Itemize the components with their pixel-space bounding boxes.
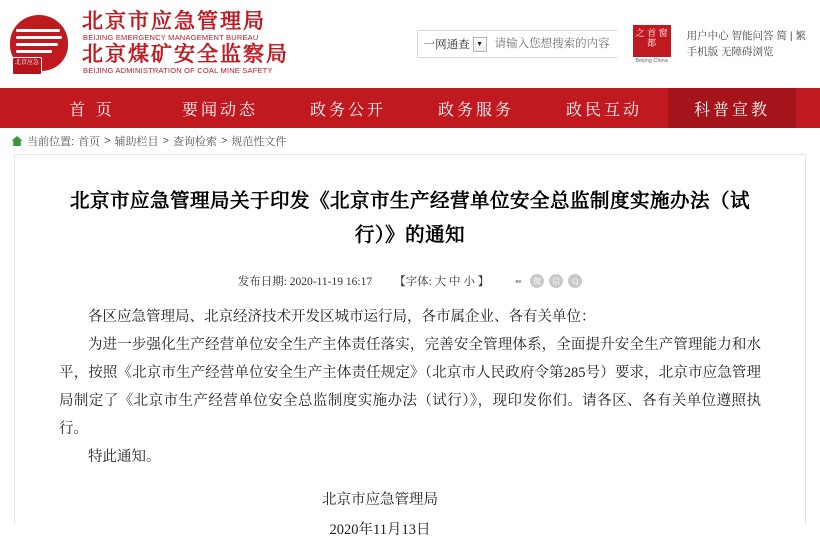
search-bar[interactable] — [417, 30, 617, 58]
logo-cn-line2: 北京煤矿安全监察局 — [82, 43, 289, 66]
signature-date: 2020年11月13日 — [329, 522, 431, 538]
document-paragraph: 为进一步强化生产经营单位安全生产主体责任落实，完善安全管理体系，全面提升安全生产管理能力和水平，按照《北京市生产经营单位安全生产主体责任规定》（北京市人民政府令第285号）要求，北京市应急管理局制定了《北京市生产经营单位安全总监制度实施办法（试行）》，现印发你们。请各区、各有关单位遵照执行。 — [59, 337, 761, 437]
publish-date-value: 2020-11-19 16:17 — [289, 276, 373, 288]
nav-item-science-education[interactable]: 科普宣教 — [668, 88, 796, 128]
corner-links-row2 — [687, 44, 806, 60]
link-user-center[interactable]: 用户中心 — [686, 30, 729, 42]
separator: | — [789, 30, 793, 42]
fontsize-label: 【字体: — [394, 276, 432, 288]
document-signature-block — [59, 485, 761, 539]
weibo-icon[interactable]: 微 — [530, 274, 544, 288]
emblem-badge-label: 北京应急 — [12, 57, 42, 75]
chevron-down-icon[interactable]: ▼ — [473, 37, 487, 52]
search-input[interactable] — [491, 31, 651, 57]
logo-en-line2: BEIJING ADMINISTRATION OF COAL MINE SAFETY — [83, 66, 273, 75]
fontsize-large[interactable]: 大 — [434, 276, 447, 288]
site-logo[interactable] — [10, 11, 289, 78]
document-body — [59, 303, 761, 471]
qzone-icon[interactable]: Q — [568, 274, 582, 288]
breadcrumb-prefix: 当前位置: — [27, 136, 75, 148]
fontsize-small[interactable]: 小 — [463, 276, 475, 288]
logo-en-line1: BEIJING EMERGENCY MANAGEMENT BUREAU — [83, 32, 259, 42]
nav-item-news[interactable]: 要闻动态 — [181, 101, 258, 119]
search-scope-label: 一网通查 — [423, 39, 470, 51]
link-simplified[interactable]: 简 — [776, 30, 787, 42]
gov-badge-text: 之 首 窗 都 — [633, 25, 671, 57]
breadcrumb-sep-2: > — [162, 135, 169, 147]
publish-date-group — [238, 273, 372, 289]
home-icon — [10, 135, 23, 148]
wechat-icon[interactable]: 信 — [549, 274, 563, 288]
publish-date-label: 发布日期: — [237, 276, 287, 288]
nav-item-public-interaction[interactable]: 政民互动 — [565, 101, 642, 119]
breadcrumb-item-normative-docs[interactable]: 规范性文件 — [231, 136, 287, 148]
emblem-icon — [10, 13, 72, 75]
breadcrumb-sep-1: > — [104, 135, 111, 147]
page-title: 北京市应急管理局关于印发《北京市生产经营单位安全总监制度实施办法（试行）》的通知 — [69, 191, 750, 246]
breadcrumb-item-aux[interactable]: 辅助栏目 — [114, 136, 159, 148]
breadcrumb — [0, 128, 820, 154]
link-smart-qa[interactable]: 智能问答 — [731, 30, 774, 42]
logo-text-block — [82, 11, 289, 78]
logo-cn-line1: 北京市应急管理局 — [82, 9, 266, 33]
share-row — [511, 274, 582, 288]
fontsize-medium[interactable]: 中 — [449, 276, 461, 288]
corner-links-row1 — [687, 28, 806, 44]
breadcrumb-sep-3: > — [220, 135, 228, 147]
document-panel — [14, 154, 806, 538]
corner-links — [687, 28, 806, 60]
main-nav — [0, 88, 820, 128]
link-mobile-version[interactable]: 手机版 — [686, 46, 719, 58]
nav-item-government-service[interactable]: 政务服务 — [437, 101, 514, 119]
breadcrumb-item-search[interactable]: 查询检索 — [172, 136, 217, 148]
fontsize-suffix: 】 — [477, 276, 490, 288]
document-paragraph: 特此通知。 — [88, 449, 161, 465]
nav-item-home[interactable]: 首 页 — [69, 101, 115, 119]
fontsize-group — [394, 273, 489, 289]
link-accessibility[interactable]: 无障碍浏览 — [721, 46, 774, 58]
search-scope-select[interactable] — [418, 31, 491, 57]
site-header — [0, 0, 820, 88]
gov-badge[interactable] — [633, 25, 671, 64]
share-icon[interactable]: ⇚ — [514, 276, 522, 286]
gov-badge-caption: Beijing China — [635, 57, 668, 64]
link-traditional[interactable]: 繁 — [795, 30, 806, 42]
signature-issuer: 北京市应急管理局 — [322, 492, 438, 508]
header-right — [417, 25, 806, 64]
nav-item-government-disclosure[interactable]: 政务公开 — [309, 101, 386, 119]
document-meta — [59, 273, 761, 289]
document-paragraph: 各区应急管理局、北京经济技术开发区城市运行局，各市属企业、各有关单位： — [88, 309, 596, 325]
breadcrumb-item-home[interactable]: 首页 — [78, 136, 101, 148]
